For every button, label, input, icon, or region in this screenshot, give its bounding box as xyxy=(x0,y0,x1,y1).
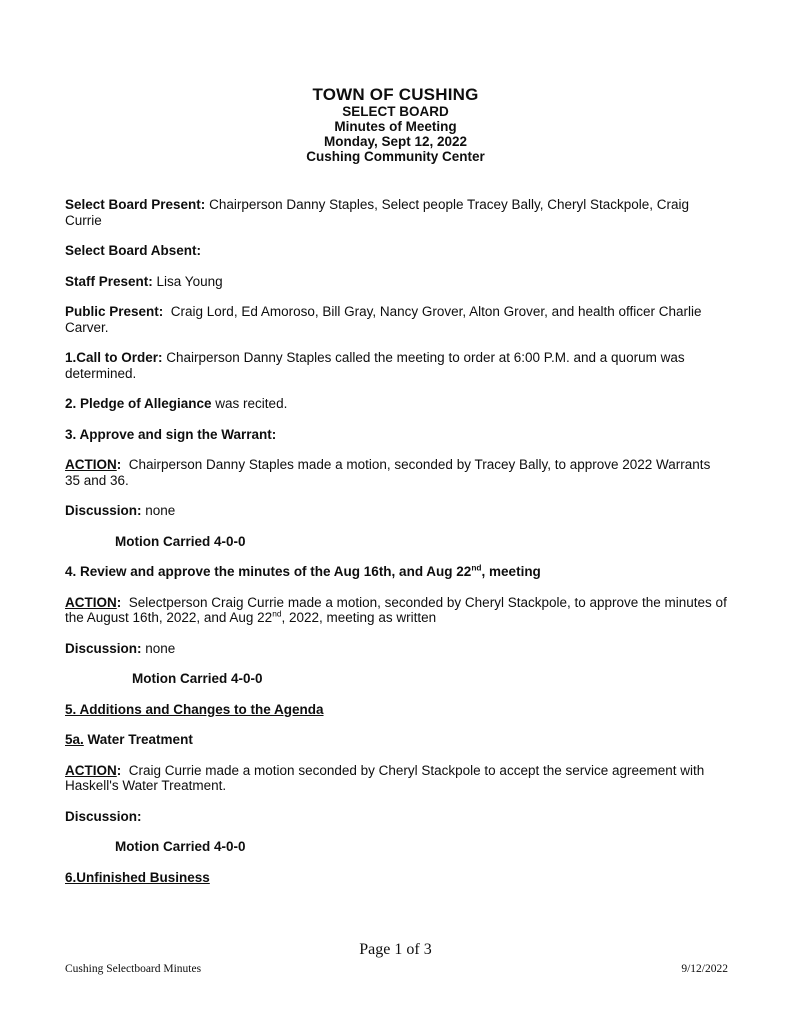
page-footer xyxy=(65,963,728,975)
footer-doc-label: Cushing Selectboard Minutes xyxy=(65,963,202,975)
text-run: Chairperson Danny Staples called the meeting to order at 6:00 P.M. and a quorum was determined. xyxy=(65,350,689,381)
item-5-agenda-changes xyxy=(65,702,729,718)
text-run: Lisa Young xyxy=(152,273,223,289)
staff-present xyxy=(65,274,729,290)
text-run: Discussion: xyxy=(65,640,142,656)
item-3-warrant xyxy=(65,427,729,443)
text-run: was recited. xyxy=(211,396,288,411)
text-run: Chairperson Danny Staples made a motion, seconded by Tracey Bally, to approve 2022 Warrants 35 and 36. xyxy=(65,457,715,488)
text-run: , 2022, meeting as written xyxy=(281,610,437,625)
text-run: Discussion: xyxy=(65,503,142,518)
select-board-absent xyxy=(65,243,729,259)
discussion-minutes xyxy=(65,641,729,657)
text-run: Craig Currie made a motion seconded by Cheryl Stackpole to accept the service agreement with Haskell's Water Treatment. xyxy=(65,762,709,793)
discussion-water-treatment xyxy=(65,809,729,825)
text-run: ACTION xyxy=(65,762,117,778)
text-run: Discussion: xyxy=(65,808,142,824)
select-board-present xyxy=(65,197,729,228)
text-run: none xyxy=(141,503,176,518)
text-run: : xyxy=(116,457,122,472)
text-run: Water Treatment xyxy=(83,732,193,747)
text-run: Craig Lord, Ed Amoroso, Bill Gray, Nancy Grover, Alton Grover, and health officer Charlie Carver. xyxy=(65,304,706,335)
text-run: 6.Unfinished Business xyxy=(65,869,210,885)
document-header xyxy=(0,0,791,164)
motion-carried-warrant xyxy=(65,534,729,550)
doc-subtitle-board: SELECT BOARD xyxy=(342,104,449,119)
item-6-unfinished-business xyxy=(65,870,729,886)
text-run: nd xyxy=(471,562,482,573)
item-1-call-to-order xyxy=(65,350,729,381)
text-run: 3. Approve and sign the Warrant: xyxy=(65,426,277,442)
doc-subtitle-type: Minutes of Meeting xyxy=(334,119,457,134)
text-run: Staff Present: xyxy=(65,273,153,289)
text-run: 5. Additions and Changes to the Agenda xyxy=(65,701,324,717)
text-run: nd xyxy=(272,608,282,619)
text-run: Select Board Absent: xyxy=(65,243,202,258)
text-run: ACTION xyxy=(65,594,117,610)
motion-carried-minutes xyxy=(65,671,729,687)
text-run: 2. Pledge of Allegiance xyxy=(65,396,212,411)
discussion-warrant xyxy=(65,503,729,519)
text-run: 1.Call to Order: xyxy=(65,350,163,365)
action-water-treatment xyxy=(65,763,729,794)
item-5a-water-treatment xyxy=(65,732,729,748)
text-run: : xyxy=(116,594,122,610)
footer-date: 9/12/2022 xyxy=(681,963,728,975)
text-run: : xyxy=(116,762,122,778)
public-present xyxy=(65,304,729,335)
text-run: ACTION xyxy=(65,457,117,472)
doc-subtitle-date: Monday, Sept 12, 2022 xyxy=(323,134,468,149)
item-4-minutes xyxy=(65,564,729,580)
motion-carried-water-treatment xyxy=(65,839,729,855)
text-run: Chairperson Danny Staples, Select people Tracey Bally, Cheryl Stackpole, Craig Currie xyxy=(65,197,693,228)
text-run: , meeting xyxy=(481,564,541,579)
text-run: Selectperson Craig Currie made a motion, seconded by Cheryl Stackpole, to approve the minutes of the August 16th, 2022, and Aug 22 xyxy=(65,594,731,625)
doc-title: TOWN OF CUSHING xyxy=(312,85,479,104)
text-run: none xyxy=(141,640,176,656)
action-minutes xyxy=(65,595,729,626)
item-2-pledge xyxy=(65,396,729,412)
action-warrant xyxy=(65,457,729,488)
text-run: Public Present: xyxy=(65,304,164,319)
text-run: 4. Review and approve the minutes of the Aug 16th, and Aug 22 xyxy=(65,564,472,579)
text-run: Select Board Present: xyxy=(65,197,206,212)
text-run: Motion Carried 4-0-0 xyxy=(115,533,246,549)
text-run: Motion Carried 4-0-0 xyxy=(115,839,246,854)
document-body xyxy=(65,197,729,885)
doc-subtitle-location: Cushing Community Center xyxy=(306,149,485,164)
text-run: Motion Carried 4-0-0 xyxy=(132,671,263,686)
page-number: Page 1 of 3 xyxy=(359,941,432,958)
text-run: 5a. xyxy=(65,732,84,747)
